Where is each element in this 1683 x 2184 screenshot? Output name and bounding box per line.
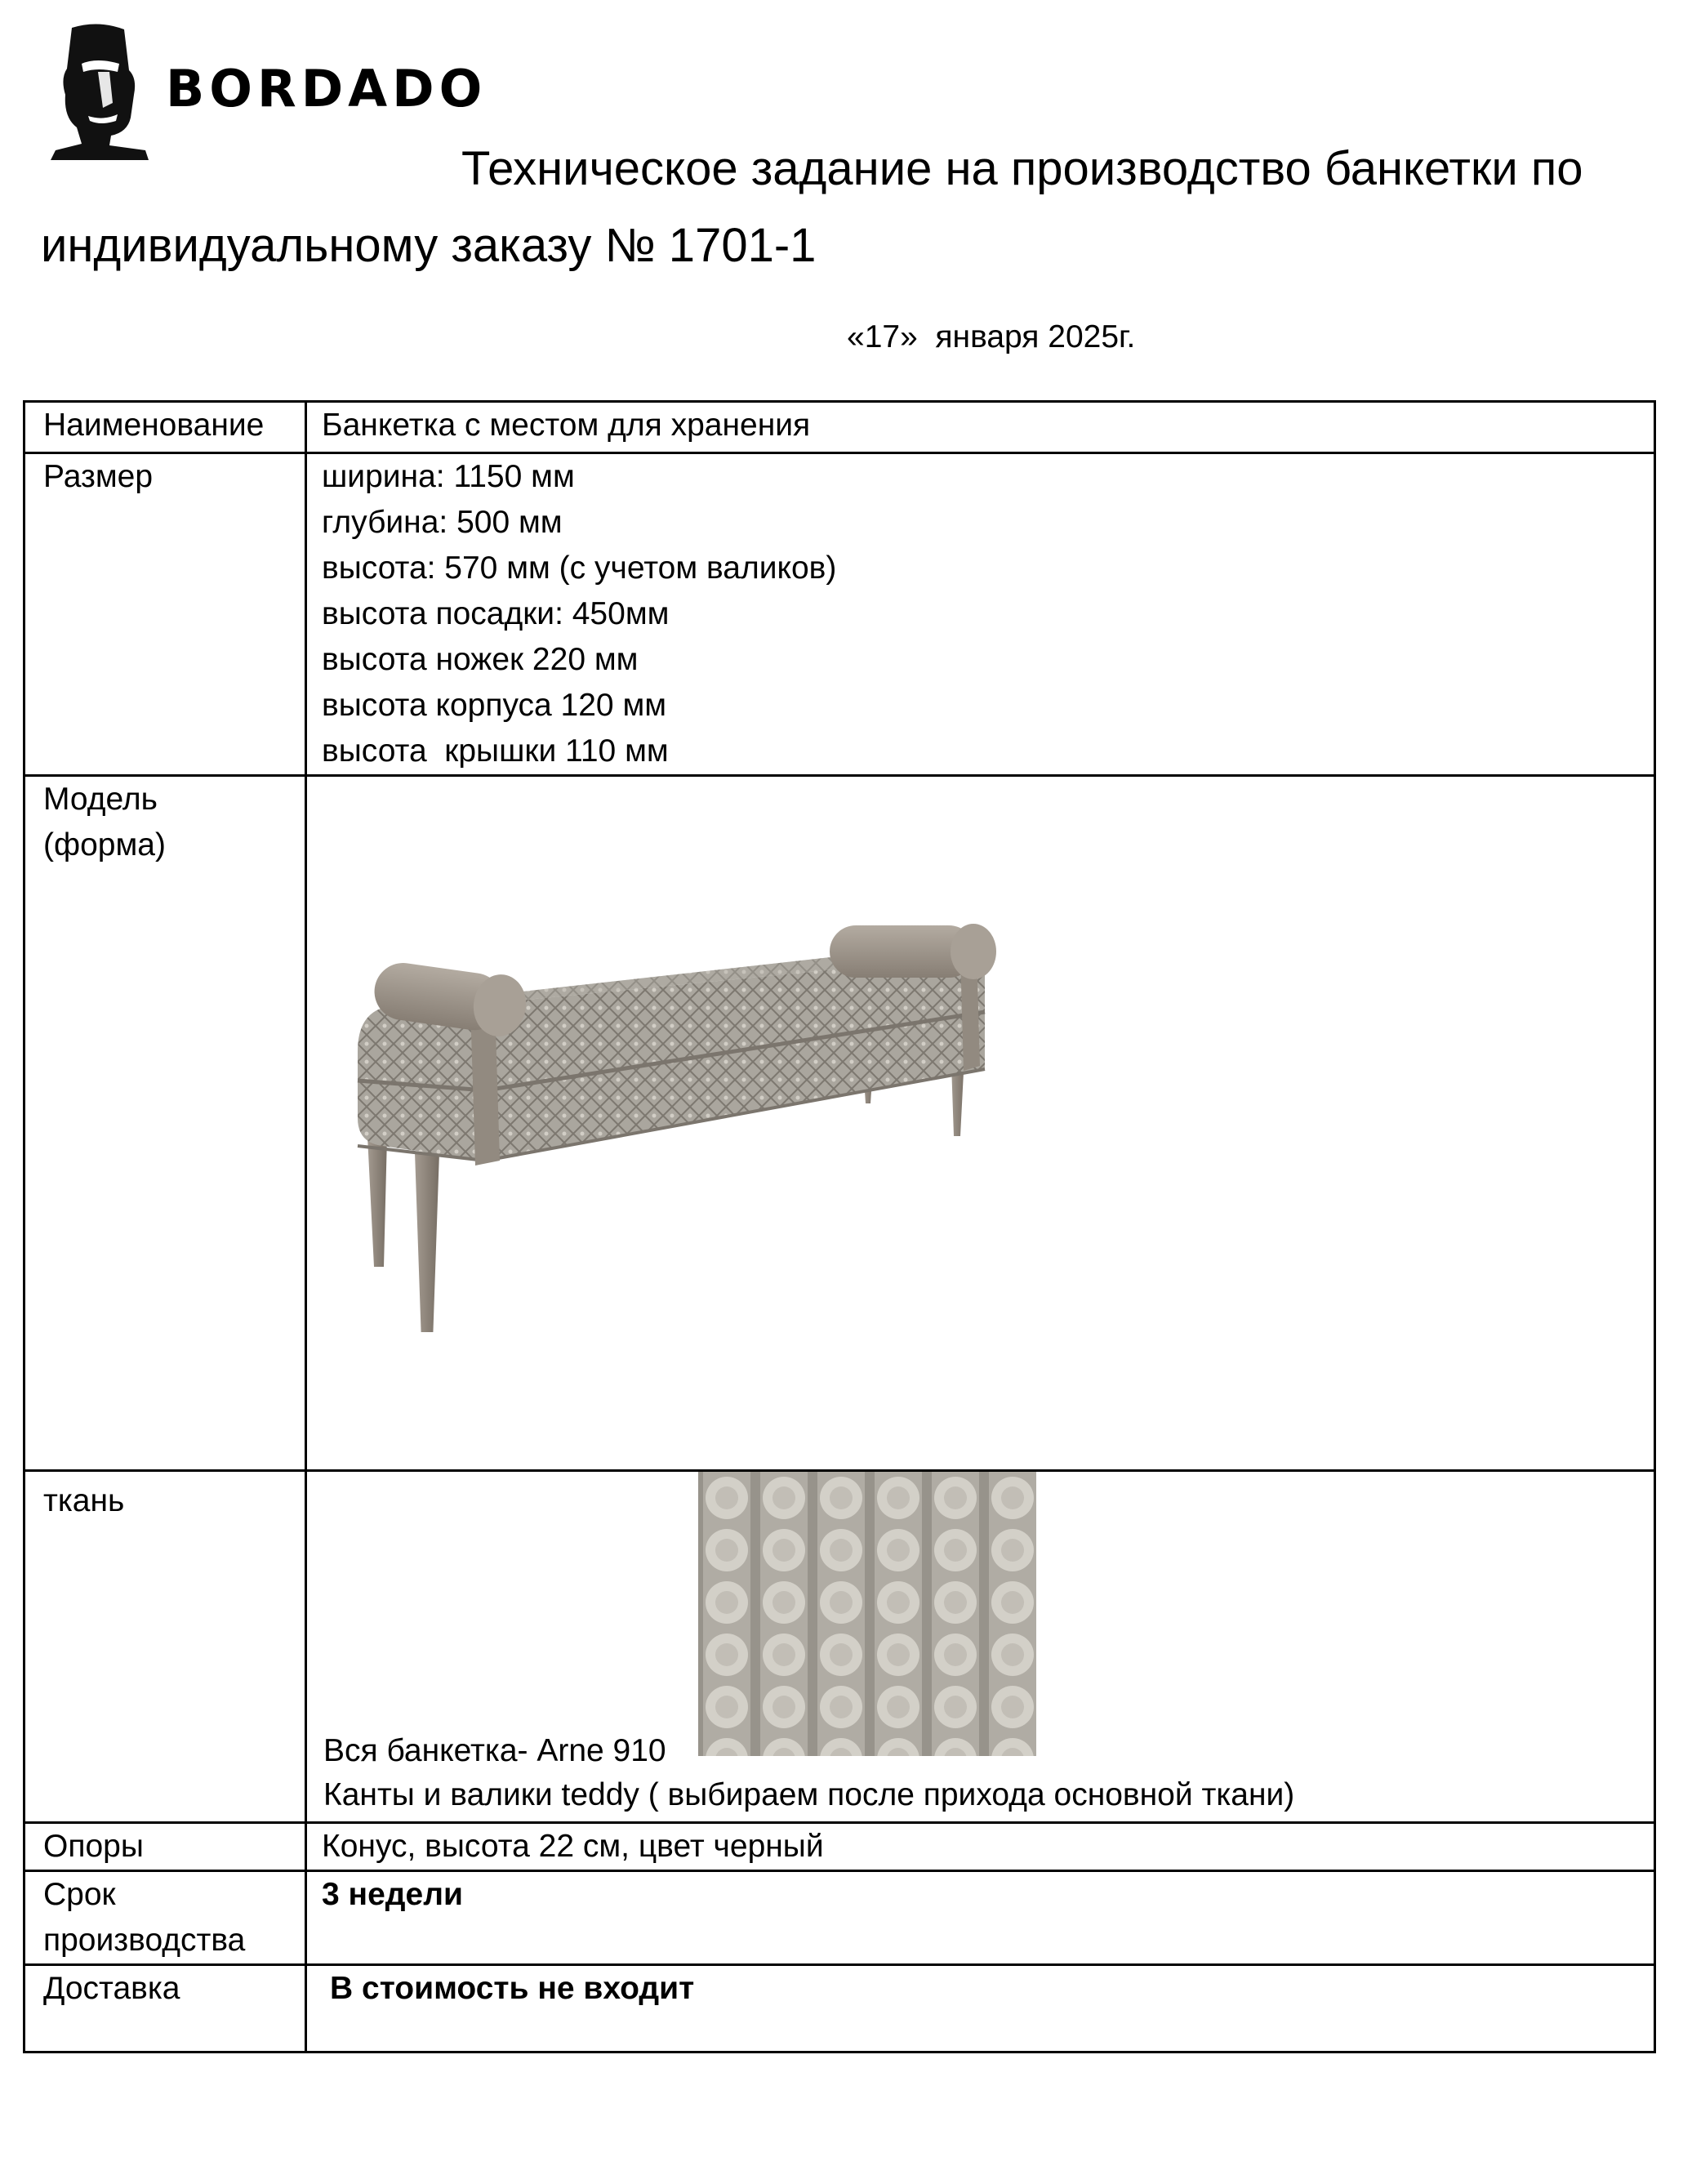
document-title: Техническое задание на производство банкетки по индивидуальному заказу № 1701-1 bbox=[41, 142, 1583, 272]
fabric-swatch-image bbox=[698, 1472, 1036, 1756]
table-row bbox=[24, 1965, 1655, 2053]
delivery-label: Доставка bbox=[24, 1965, 306, 2053]
supports-label: Опоры bbox=[24, 1823, 306, 1871]
term-value: 3 недели bbox=[306, 1871, 1655, 1965]
table-row bbox=[24, 402, 1655, 453]
fabric-cell bbox=[306, 1471, 1655, 1823]
size-width: ширина: 1150 мм bbox=[322, 459, 575, 494]
table-row bbox=[24, 453, 1655, 776]
document-date: «17» января 2025г. bbox=[847, 319, 1136, 354]
term-label bbox=[24, 1871, 306, 1965]
model-image-cell bbox=[306, 776, 1655, 1471]
term-label-line2: производства bbox=[43, 1923, 246, 1958]
fabric-piping: Канты и валики teddy ( выбираем после прихода основной ткани) bbox=[323, 1777, 1295, 1812]
size-legs-height: высота ножек 220 мм bbox=[322, 642, 639, 677]
table-row bbox=[24, 1471, 1655, 1823]
table-row bbox=[24, 1823, 1655, 1871]
bench-image bbox=[340, 891, 1026, 1332]
size-lid-height: высота крышки 110 мм bbox=[322, 733, 669, 769]
supports-value: Конус, высота 22 см, цвет черный bbox=[306, 1823, 1655, 1871]
name-label: Наименование bbox=[24, 402, 306, 453]
size-height: высота: 570 мм (с учетом валиков) bbox=[322, 550, 837, 586]
table-row bbox=[24, 1871, 1655, 1965]
brand-name: BORDADO bbox=[166, 59, 488, 118]
name-value: Банкетка с местом для хранения bbox=[306, 402, 1655, 453]
fabric-label: ткань bbox=[24, 1471, 306, 1823]
size-values bbox=[306, 453, 1655, 776]
fabric-main: Вся банкетка- Arne 910 bbox=[323, 1733, 666, 1768]
size-seat-height: высота посадки: 450мм bbox=[322, 596, 670, 631]
delivery-value: В стоимость не входит bbox=[306, 1965, 1655, 2053]
term-label-line1: Срок bbox=[43, 1877, 116, 1912]
size-depth: глубина: 500 мм bbox=[322, 505, 563, 540]
table-row bbox=[24, 776, 1655, 1471]
model-label-line2: (форма) bbox=[43, 827, 166, 862]
size-label: Размер bbox=[24, 453, 306, 776]
model-label-line1: Модель bbox=[43, 782, 158, 817]
spec-table bbox=[23, 400, 1656, 2053]
model-label bbox=[24, 776, 306, 1471]
size-body-height: высота корпуса 120 мм bbox=[322, 688, 667, 723]
